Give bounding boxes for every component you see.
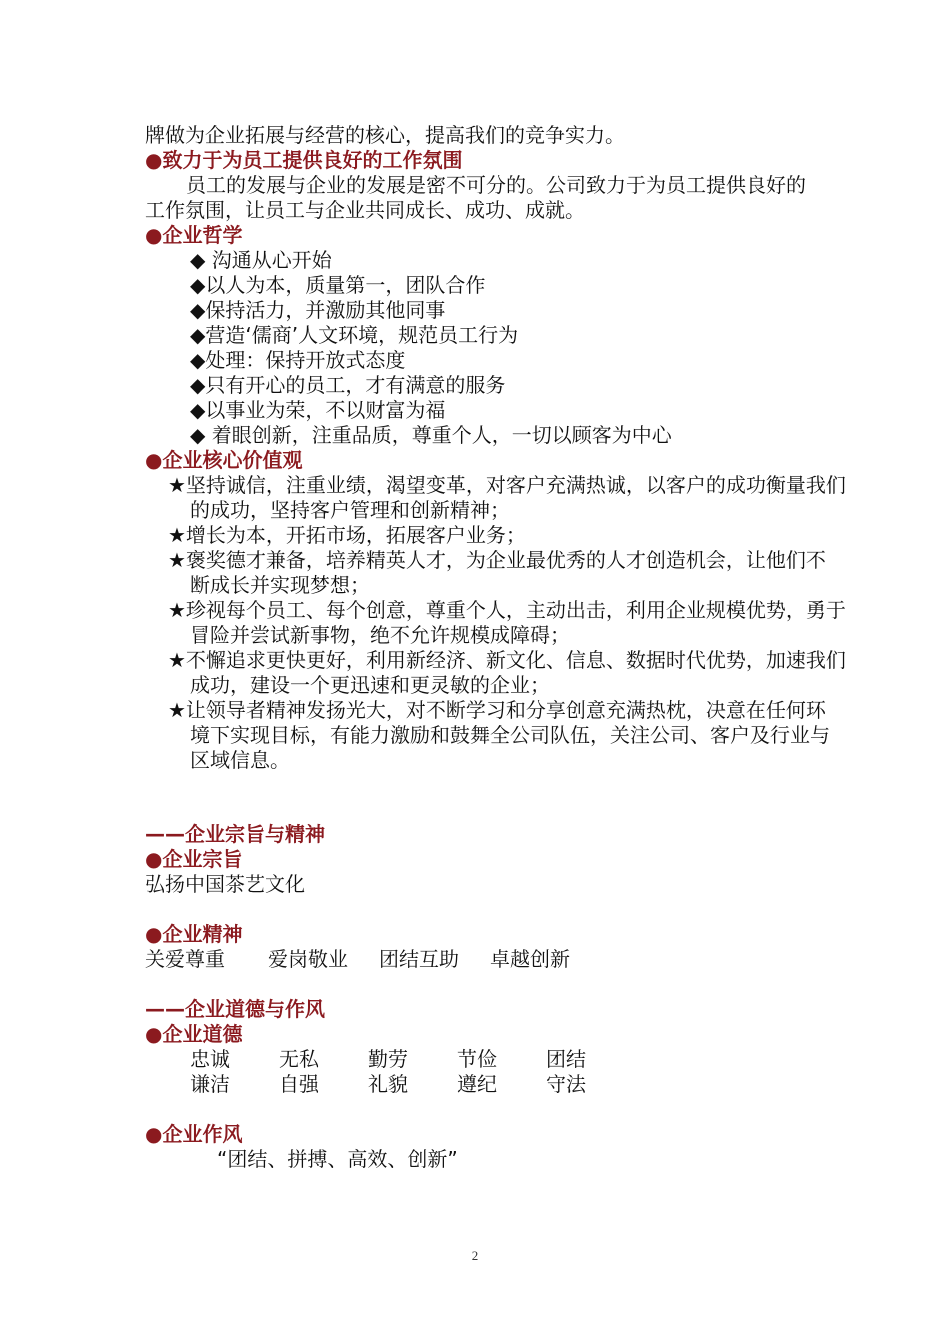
- ethics-style-section-title: ——企业道德与作风: [145, 997, 325, 1021]
- ethics-value: 勤劳: [368, 1047, 408, 1071]
- core-value-line: 冒险并尝试新事物，绝不允许规模成障碍；: [190, 623, 570, 647]
- core-value-line: ★增长为本，开拓市场，拓展客户业务；: [168, 523, 526, 547]
- philosophy-item: ◆营造‘儒商’人文环境，规范员工行为: [190, 323, 519, 347]
- core-value-line: 断成长并实现梦想；: [190, 573, 370, 597]
- spirit-item: 关爱尊重: [145, 947, 225, 971]
- core-value-line: ★坚持诚信，注重业绩，渴望变革，对客户充满热诚，以客户的成功衡量我们: [168, 473, 846, 497]
- philosophy-item: ◆以人为本，质量第一，团队合作: [190, 273, 486, 297]
- core-value-line: 成功，建设一个更迅速和更灵敏的企业；: [190, 673, 550, 697]
- spirit-item: 爱岗敬业: [268, 947, 348, 971]
- ethics-value: 无私: [279, 1047, 319, 1071]
- style-text: “团结、拼搏、高效、创新”: [217, 1147, 458, 1171]
- intro-tail-text: 牌做为企业拓展与经营的核心，提高我们的竞争实力。: [145, 123, 625, 147]
- atmosphere-paragraph-line: 员工的发展与企业的发展是密不可分的。公司致力于为员工提供良好的: [186, 173, 806, 197]
- core-value-line: 的成功，坚持客户管理和创新精神；: [190, 498, 510, 522]
- philosophy-item: ◆只有开心的员工，才有满意的服务: [190, 373, 506, 397]
- atmosphere-paragraph-line: 工作氛围，让员工与企业共同成长、成功、成就。: [145, 198, 585, 222]
- ethics-value: 谦洁: [190, 1072, 230, 1096]
- core-value-line: ★让领导者精神发扬光大，对不断学习和分享创意充满热枕，决意在任何环: [168, 698, 826, 722]
- purpose-text: 弘扬中国茶艺文化: [145, 872, 305, 896]
- ethics-value: 节俭: [457, 1047, 497, 1071]
- core-value-line: ★珍视每个员工、每个创意，尊重个人，主动出击，利用企业规模优势，勇于: [168, 598, 846, 622]
- ethics-heading: ●企业道德: [145, 1022, 243, 1046]
- style-heading: ●企业作风: [145, 1122, 243, 1146]
- core-value-line: 境下实现目标，有能力激励和鼓舞全公司队伍，关注公司、客户及行业与: [190, 723, 830, 747]
- core-values-heading: ●企业核心价值观: [145, 448, 303, 472]
- philosophy-item: ◆保持活力，并激励其他同事: [190, 298, 446, 322]
- philosophy-item: ◆ 着眼创新，注重品质，尊重个人，一切以顾客为中心: [190, 423, 672, 447]
- core-value-line: ★不懈追求更快更好，利用新经济、新文化、信息、数据时代优势，加速我们: [168, 648, 846, 672]
- purpose-spirit-section-title: ——企业宗旨与精神: [145, 822, 325, 846]
- ethics-value: 自强: [279, 1072, 319, 1096]
- philosophy-heading: ●企业哲学: [145, 223, 243, 247]
- ethics-value: 忠诚: [190, 1047, 230, 1071]
- spirit-item: 卓越创新: [490, 947, 570, 971]
- ethics-value: 遵纪: [457, 1072, 497, 1096]
- philosophy-item: ◆ 沟通从心开始: [190, 248, 332, 272]
- philosophy-item: ◆处理：保持开放式态度: [190, 348, 406, 372]
- core-value-line: 区域信息。: [190, 748, 290, 772]
- ethics-value: 团结: [546, 1047, 586, 1071]
- ethics-value: 礼貌: [368, 1072, 408, 1096]
- philosophy-item: ◆以事业为荣，不以财富为福: [190, 398, 446, 422]
- spirit-heading: ●企业精神: [145, 922, 243, 946]
- atmosphere-heading: ●致力于为员工提供良好的工作氛围: [145, 148, 463, 172]
- spirit-item: 团结互助: [379, 947, 459, 971]
- purpose-heading: ●企业宗旨: [145, 847, 243, 871]
- page-number: 2: [471, 1248, 479, 1263]
- ethics-value: 守法: [546, 1072, 586, 1096]
- core-value-line: ★褒奖德才兼备，培养精英人才，为企业最优秀的人才创造机会，让他们不: [168, 548, 826, 572]
